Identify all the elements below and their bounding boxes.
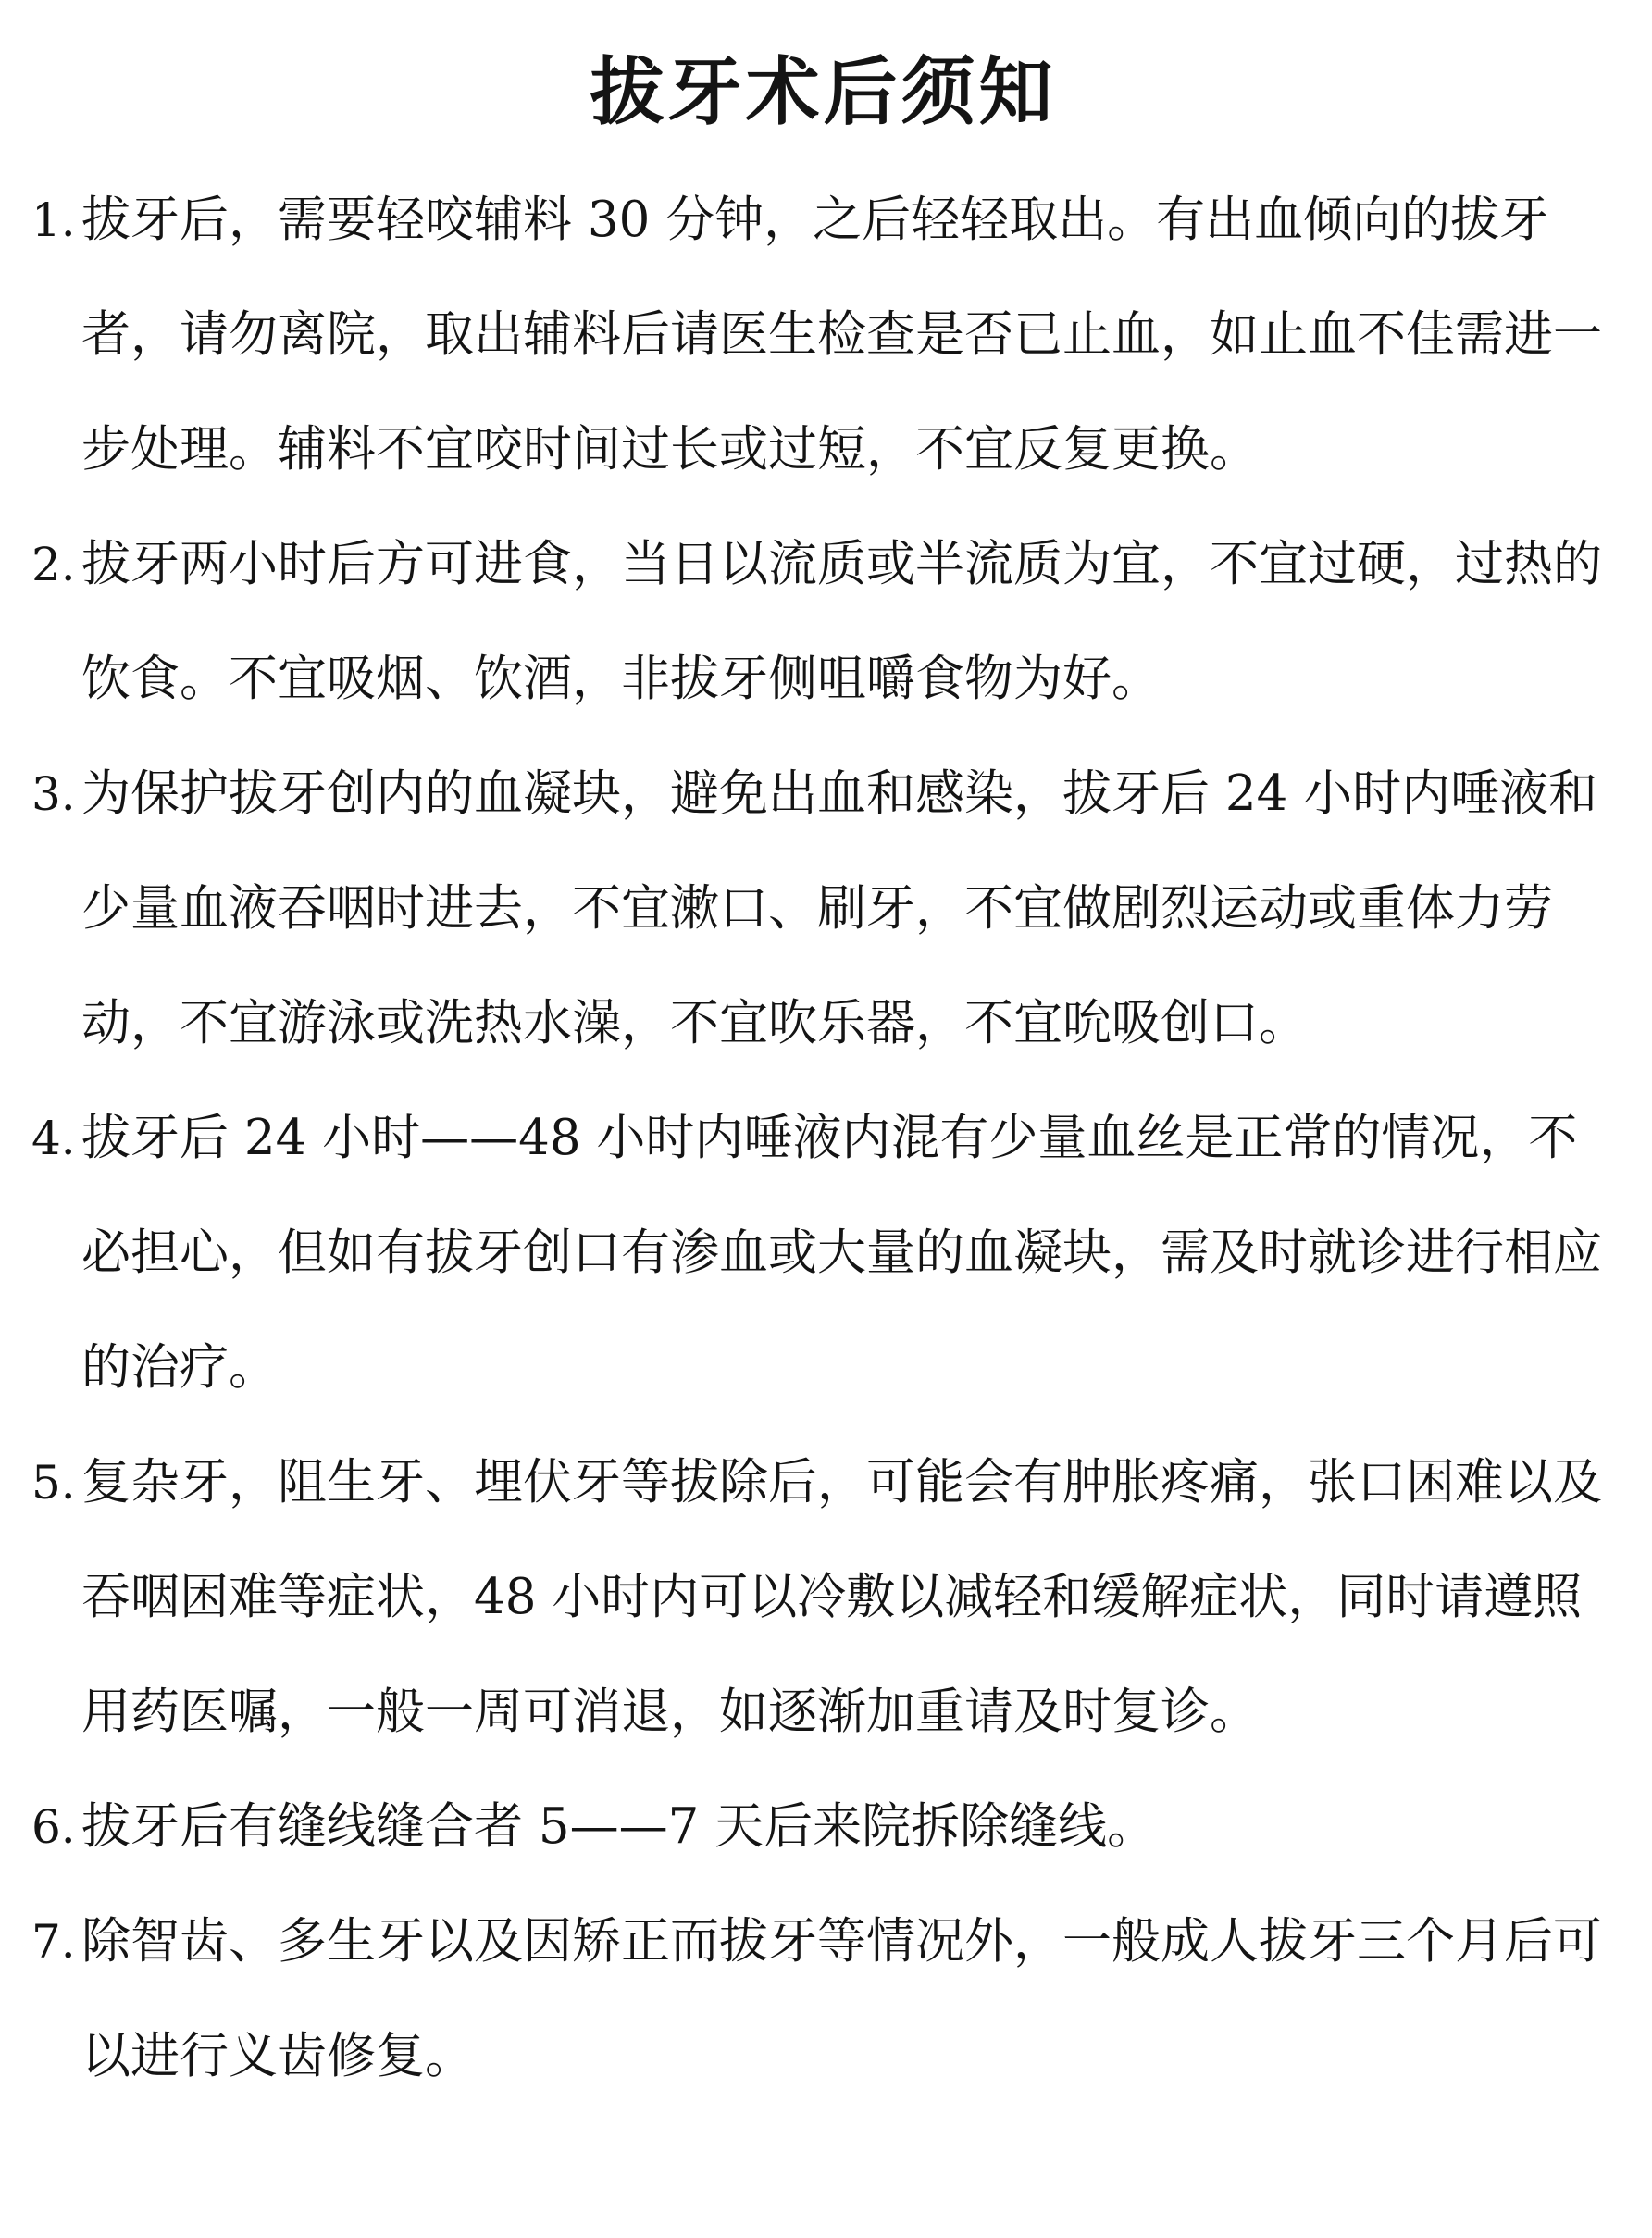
item-text: 除智齿、多生牙以及因矫正而拔牙等情况外，一般成人拔牙三个月后可以进行义齿修复。 <box>81 1913 1602 2084</box>
page-title: 拔牙术后须知 <box>590 49 1057 135</box>
notice-item-2 <box>31 507 1615 737</box>
notice-item-6 <box>31 1770 1615 1884</box>
item-number: 3. <box>31 767 76 821</box>
item-text: 拔牙后 24 小时——48 小时内唾液内混有少量血丝是正常的情况，不必担心，但如有拔牙创口有渗血或大量的血凝块，需及时就诊进行相应的治疗。 <box>81 1110 1602 1396</box>
notice-item-4 <box>31 1081 1615 1425</box>
item-number: 6. <box>31 1800 76 1854</box>
item-text: 复杂牙，阻生牙、埋伏牙等拔除后，可能会有肿胀疼痛，张口困难以及吞咽困难等症状，48 小时内可以冷敷以减轻和缓解症状，同时请遵照用药医嘱，一般一周可消退，如逐渐加重请及时复诊。 <box>81 1454 1602 1740</box>
item-text: 为保护拔牙创内的血凝块，避免出血和感染，拔牙后 24 小时内唾液和少量血液吞咽时进去，不宜漱口、刷牙，不宜做剧烈运动或重体力劳动，不宜游泳或洗热水澡，不宜吹乐器，不宜吮吸创口。 <box>81 765 1598 1051</box>
item-number: 2. <box>31 538 76 591</box>
item-number: 1. <box>31 193 76 247</box>
item-text: 拔牙后有缝线缝合者 5——7 天后来院拆除缝线。 <box>81 1798 1157 1855</box>
notice-item-1 <box>31 163 1615 507</box>
item-number: 5. <box>31 1456 76 1510</box>
item-text: 拔牙后，需要轻咬辅料 30 分钟，之后轻轻取出。有出血倾向的拔牙者，请勿离院，取出辅料后请医生检查是否已止血，如止血不佳需进一步处理。辅料不宜咬时间过长或过短，不宜反复更换。 <box>81 192 1602 478</box>
item-text: 拔牙两小时后方可进食，当日以流质或半流质为宜，不宜过硬，过热的饮食。不宜吸烟、饮酒，非拔牙侧咀嚼食物为好。 <box>81 536 1602 707</box>
item-number: 4. <box>31 1112 76 1165</box>
item-number: 7. <box>31 1915 76 1969</box>
notice-item-7 <box>31 1884 1615 2114</box>
notice-item-3 <box>31 737 1615 1081</box>
notice-item-5 <box>31 1425 1615 1770</box>
